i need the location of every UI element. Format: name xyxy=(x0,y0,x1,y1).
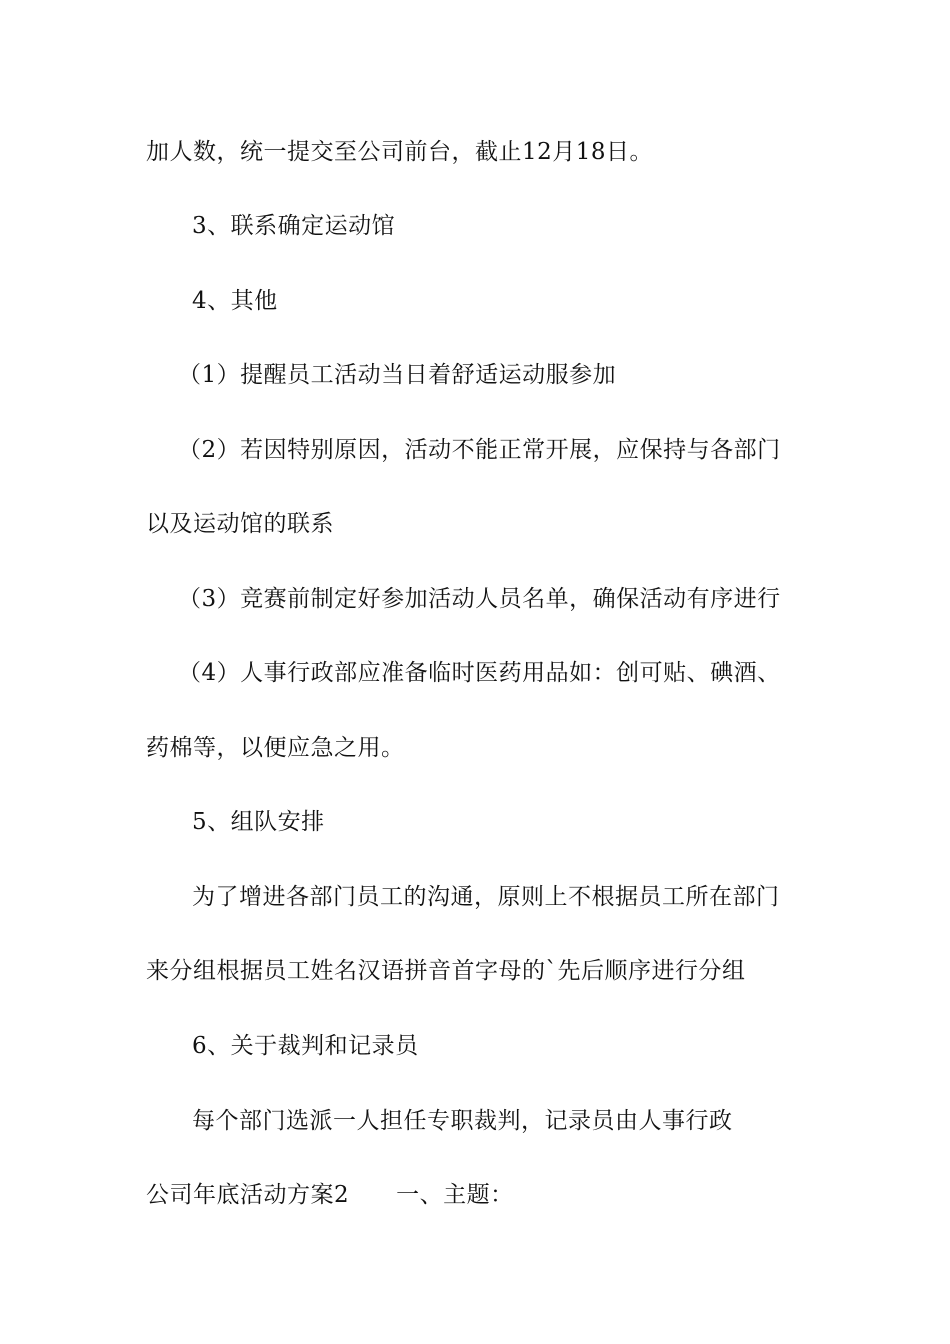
paragraph-line: 加人数，统一提交至公司前台，截止12月18日。 xyxy=(146,139,654,165)
paragraph-line: 药棉等，以便应急之用。 xyxy=(146,735,405,761)
section-heading: 6、关于裁判和记录员 xyxy=(192,1033,419,1059)
list-item: （2）若因特别原因，活动不能正常开展，应保持与各部门 xyxy=(178,437,781,463)
list-item: （3）竞赛前制定好参加活动人员名单，确保活动有序进行 xyxy=(178,586,781,612)
paragraph-line: 为了增进各部门员工的沟通，原则上不根据员工所在部门 xyxy=(192,884,780,910)
paragraph-line: 以及运动馆的联系 xyxy=(146,511,334,537)
list-item: （4）人事行政部应准备临时医药用品如：创可贴、碘酒、 xyxy=(178,660,781,686)
document-title-line: 公司年底活动方案2 一、主题： xyxy=(146,1182,514,1208)
section-heading: 4、其他 xyxy=(192,288,278,314)
section-heading: 5、组队安排 xyxy=(192,809,325,835)
list-item: （1）提醒员工活动当日着舒适运动服参加 xyxy=(178,362,617,388)
section-heading: 3、联系确定运动馆 xyxy=(192,213,396,239)
paragraph-line: 每个部门选派一人担任专职裁判，记录员由人事行政 xyxy=(192,1108,733,1134)
paragraph-line: 来分组根据员工姓名汉语拼音首字母的`先后顺序进行分组 xyxy=(146,958,746,984)
